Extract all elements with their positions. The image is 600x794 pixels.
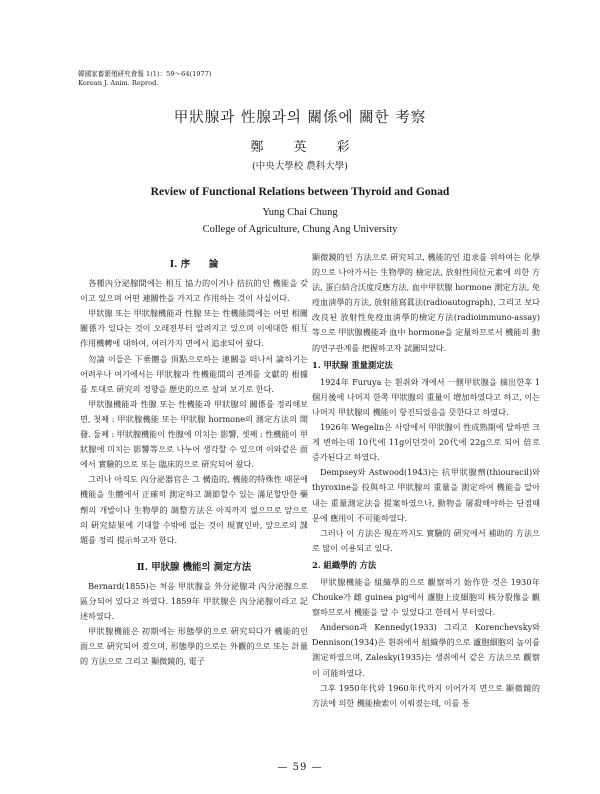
paragraph: 1926年 Wegelin은 사람에서 甲狀腺이 性成熟期에 달하면 크게 변하는데 10代에 11g이던것이 20代에 22g으로 되어 倍로 증가된다고 하였다.: [312, 422, 540, 463]
page-number: — 59 —: [277, 762, 323, 773]
affiliation-korean: (中央大學校 農科大學): [252, 161, 348, 172]
journal-header: [78, 70, 338, 88]
subsection-heading-weight: 1. 甲狀腺 重量測定法: [312, 359, 393, 370]
paragraph: 甲狀腺機能은 初期에는 形態學的으로 硏究되다가 機能的인 面으로 硏究되어 졌으며, 形態學的으로는 外觀的으로 또는 計量的 方法으로 그리고 顯微鏡的, 電子: [80, 626, 308, 667]
journal-name-en: Korean J. Anim. Reprod.: [78, 79, 159, 87]
left-column: [80, 250, 308, 669]
affiliation-english: College of Agriculture, Chung Ang University: [202, 224, 398, 235]
paragraph: 勿論 이들은 下垂體을 頂點으로하는 連關을 떠나서 論하기는 어려우나 여기에서는 甲狀腺과 性機能間의 관계를 文獻的 根據를 토대로 硏究의 경향을 歷史的으로 살펴 보기로 한다.: [80, 353, 308, 394]
paragraph: 甲狀腺機能을 組織學的으로 觀察하기 始作한 것은 1930年 Chouke가 雌 guinea pig에서 濾胞上皮細胞의 核分裂像을 觀察하므로서 機能을 알 수 있었다고 한데서 부터였다.: [312, 576, 540, 618]
author-korean: 鄭英彩: [250, 140, 380, 155]
paragraph: 顯微鏡的인 方法으로 硏究되고, 機能的인 追求를 위하여는 化學的으로 나아가서는 生物學的 檢定法, 放射性同位元素에 의한 方法, 蛋白結合沃度反應方法, 血中甲狀腺 hormone 測定方法, 免疫血淸學的方法, 放射能寫眞法(radioautograph), 그리고 보다 改良된 放射性免疫血淸學的檢定方法(radioimmuno-assay) 等으로 甲狀腺機能과 血中 hormone을 定量하므로서 機能의 動的연구관계를 把握하고자 試圖되었다.: [312, 252, 540, 353]
paragraph: Dempsey와 Astwood(1943)는 抗甲狀腺劑(thiouracil)와 thyroxine을 投與하고 甲狀腺의 重量을 測定하여 機能을 알아내는 重量測定法을 提案하였으나, 動物을 屠殺해야하는 단점때문에 應用이 不可能하였다.: [312, 467, 540, 523]
paragraph: 甲狀腺 또는 甲狀腺機能과 性腺 또는 性機能間에는 어떤 相關關係가 있다는 것이 오래전부터 알려지고 있으며 이에대한 相互作用機轉에 대하여, 여러가지 면에서 追求되어 왔다.: [80, 308, 308, 349]
title-korean: 甲狀腺과 性腺과의 關係에 關한 考察: [173, 110, 427, 126]
paragraph: 그후 1950年代와 1960年代까지 이어가지 면으로 顯微鏡的 方法에 의한 機能檢索이 이뤄졌는데, 이를 통: [312, 682, 540, 708]
section-heading-methods: Ⅱ. 甲狀腺 機能의 測定方法: [136, 561, 252, 573]
subsection-heading-histology: 2. 組織學的 方法: [312, 559, 377, 570]
paragraph: 各種內分泌腺間에는 相互 協力的이거나 拮抗的인 機能을 갖이고 있으며 어떤 連關性을 가지고 作用하는 것이 사실이다.: [80, 278, 308, 304]
author-english: Yung Chai Chung: [262, 207, 338, 218]
right-column: [312, 250, 540, 711]
paragraph: Anderson과 Kennedy(1933) 그리고 Korenchevsky와 Dennison(1934)은 흰쥐에서 組織學的으로 瀘胞細胞의 높이를 測定하였으며, Zalesky(1935)는 생쥐에서 같은 方法으로 觀察이 可能하였다.: [312, 622, 540, 678]
paragraph: 그러나 아직도 內分泌器官은 그 構造的, 機能的特殊性 때문에 機能을 生體에서 正確히 測定하고 調節할수 있는 滿足할만한 藥劑의 개발이나 生物學的 調整方法은 아직까지 없으므로 앞으로의 硏究結果에 기대할 수밖에 없는 것이 現實인바, 앞으로의 課題를 정리 提示하고자 한다.: [80, 474, 308, 545]
paragraph: 甲狀腺機能과 性腺 또는 性機能과 甲狀腺의 關係를 정리해보면, 첫째 : 甲狀腺機能 또는 甲狀腺 hormone의 測定方法의 開發. 둘째 : 甲狀腺機能이 性腺에 미치는 影響, 셋째 : 性機能이 甲狀腺에 미치는 影響等으로 나누어 생각할 수 있으며 이와같은 面에서 實驗的으로 또는 臨床的으로 硏究되어 왔다.: [80, 398, 308, 470]
paragraph: 그러나 이 方法은 現在까지도 實驗的 硏究에서 補助的 方法으로 많이 이용되고 있다.: [312, 527, 540, 553]
journal-citation: 韓國家畜繁殖硏究會報 1(1)：59～64(1977): [78, 70, 212, 78]
section-heading-introduction: Ⅰ. 序 論: [169, 259, 219, 270]
paragraph: 1924年 Furuya 는 흰쥐와 개에서 一側甲狀腺을 摘出한후 1個月後에 나머지 한쪽 甲狀腺의 重量이 增加하였다고 하고, 이는 나머지 甲狀腺의 機能이 항진되었음을 뜻한다고 하였다.: [312, 376, 540, 417]
title-english: Review of Functional Relations between Thyroid and Gonad: [150, 185, 450, 198]
paragraph: Bernard(1855)는 처음 甲狀腺을 外分泌腺과 內分泌腺으로 區分되어 있다고 하였다. 1859年 甲狀腺은 內分泌腺이라고 記述하였다.: [80, 580, 308, 622]
